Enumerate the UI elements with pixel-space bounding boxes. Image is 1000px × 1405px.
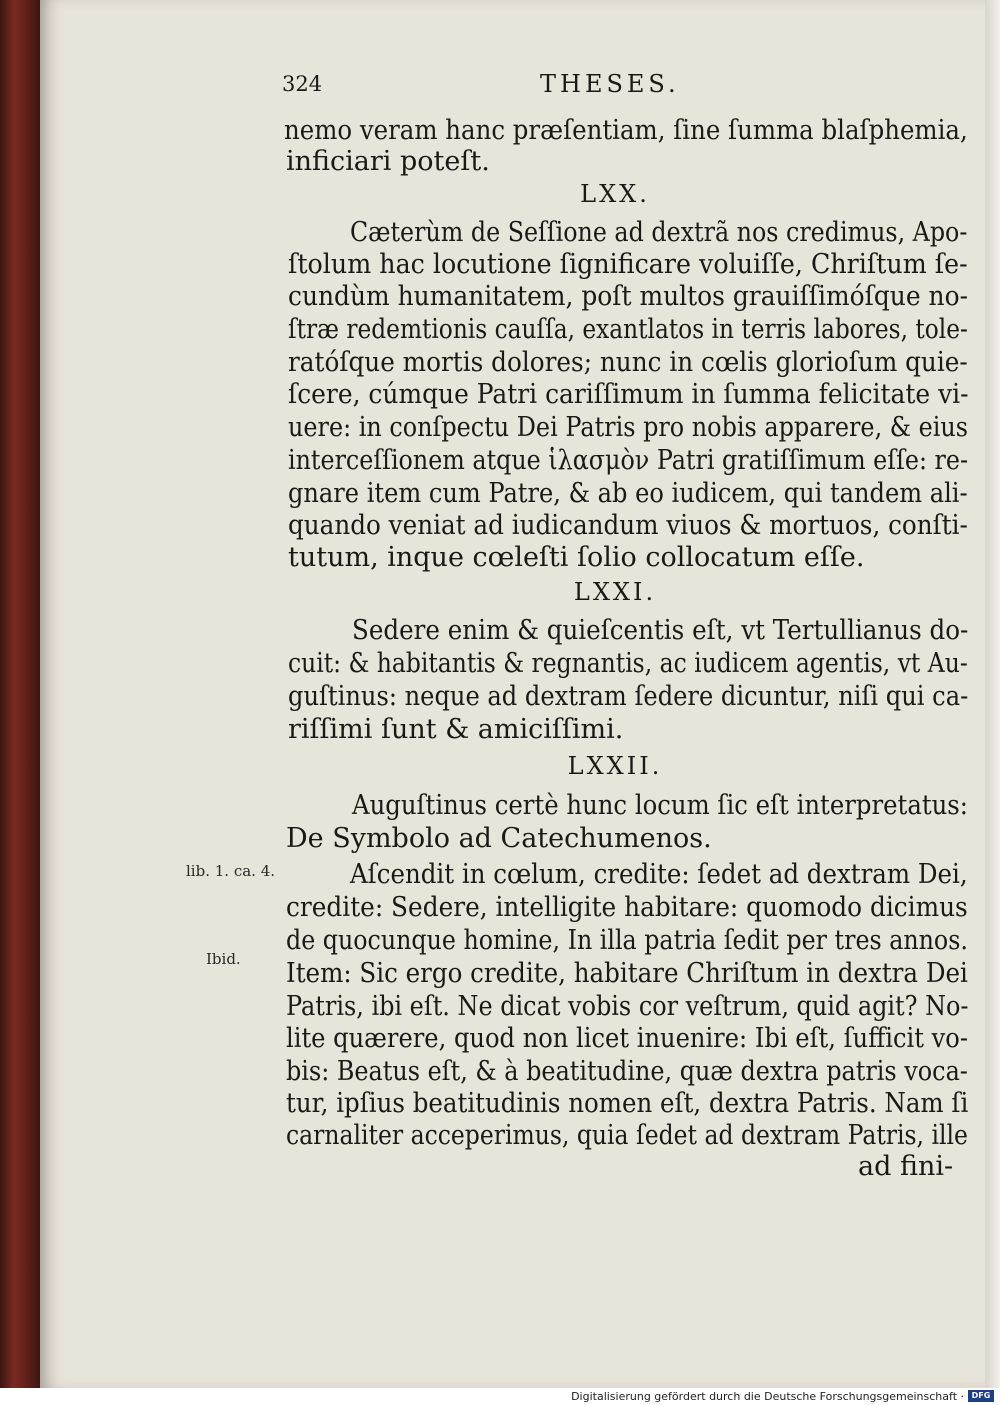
text-line: guſtinus: neque ad dextram ſedere dicuntur, niſi qui ca- — [288, 681, 969, 712]
text-line: riſſimi ſunt & amiciſſimi. — [288, 714, 624, 745]
text-line: ſtræ redemtionis cauſſa, exantlatos in terris labores, tole- — [288, 314, 968, 345]
text-line: cundùm humanitatem, poſt multos grauiſſimóſque no- — [288, 281, 969, 312]
section-heading-70: LXX. — [580, 180, 650, 208]
text-line: ſtolum hac locutione ſignificare voluiſſe, Chriſtum ſe- — [288, 249, 968, 280]
page-stack-edge — [985, 0, 1000, 1388]
text-line: bis: Beatus eſt, & à beatitudine, quæ dextra patris voca- — [286, 1056, 968, 1087]
text-line: lite quærere, quod non licet inuenire: Ibi eſt, ſufficit vo- — [286, 1023, 969, 1054]
marginal-note: Ibid. — [206, 950, 241, 968]
text-line: Sedere enim & quieſcentis eſt, vt Tertullianus do- — [352, 615, 969, 646]
catchword: ad fini- — [858, 1151, 954, 1182]
text-line: uere: in conſpectu Dei Patris pro nobis apparere, & eius — [288, 412, 969, 443]
text-line: Cæterùm de Seſſione ad dextrã nos credimus, Apo- — [350, 217, 968, 248]
text-line: Aſcendit in cœlum, credite: ſedet ad dextram Dei, — [350, 859, 968, 890]
dfg-logo: DFG — [968, 1390, 994, 1402]
text-line: Patris, ibi eſt. Ne dicat vobis cor veſtrum, quid agit? No- — [286, 991, 969, 1022]
section-heading-71: LXXI. — [573, 578, 657, 606]
text-line: ratóſque mortis dolores; nunc in cœlis glorioſum quie- — [288, 347, 968, 378]
book-binding-edge — [0, 0, 40, 1388]
text-line: nemo veram hanc præſentiam, ſine ſumma blaſphemia, — [284, 115, 968, 146]
page-number: 324 — [282, 72, 323, 96]
text-line: gnare item cum Patre, & ab eo iudicem, qui tandem ali- — [288, 478, 968, 509]
text-line: interceſſionem atque ἱλασμὸν Patri gratiſſimum eſſe: re- — [288, 445, 969, 476]
text-line: De Symbolo ad Catechumenos. — [286, 823, 712, 854]
text-line: inficiari poteſt. — [286, 146, 490, 177]
marginal-note: lib. 1. ca. 4. — [186, 862, 276, 880]
text-line: carnaliter acceperimus, quia ſedet ad dextram Patris, ille — [286, 1120, 968, 1151]
text-line: credite: Sedere, intelligite habitare: quomodo dicimus — [286, 892, 968, 923]
text-line: tur, ipſius beatitudinis nomen eſt, dextra Patris. Nam ſi — [286, 1088, 969, 1119]
text-line: tutum, inque cœleſti ſolio collocatum eſſe. — [288, 542, 865, 573]
text-line: de quocunque homine, In illa patria ſedit per tres annos. — [286, 925, 968, 956]
section-heading-72: LXXII. — [567, 752, 663, 780]
running-head: THESES. — [540, 70, 680, 98]
text-line: Item: Sic ergo credite, habitare Chriſtum in dextra Dei — [286, 958, 968, 989]
footer-credit: Digitalisierung gefördert durch die Deutsche Forschungsgemeinschaft · — [571, 1390, 964, 1403]
text-line: quando veniat ad iudicandum viuos & mortuos, conſti- — [288, 510, 968, 541]
text-line: Auguſtinus certè hunc locum ſic eſt interpretatus: — [352, 790, 969, 821]
text-line: ſcere, cúmque Patri cariſſimum in ſumma felicitate vi- — [288, 379, 969, 410]
text-line: cuit: & habitantis & regnantis, ac iudicem agentis, vt Au- — [288, 648, 968, 679]
